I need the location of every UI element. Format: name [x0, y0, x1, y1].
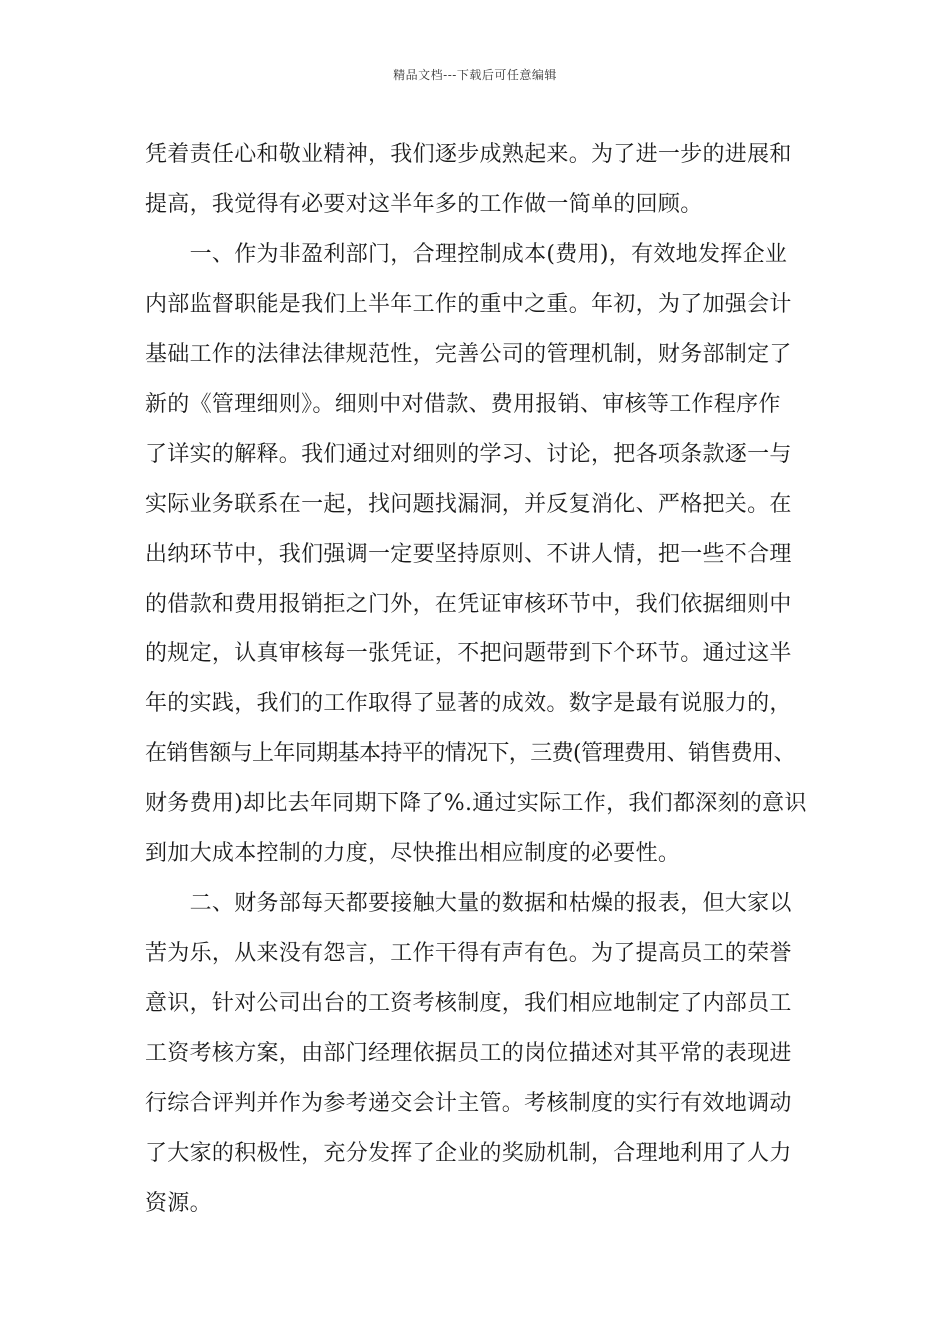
text-line: 意识，针对公司出台的工资考核制度，我们相应地制定了内部员工	[145, 991, 792, 1016]
text-line: 到加大成本控制的力度，尽快推出相应制度的必要性。	[145, 841, 681, 866]
text-line: 了大家的积极性，充分发挥了企业的奖励机制，合理地利用了人力	[145, 1141, 792, 1166]
text-line: 了详实的解释。我们通过对细则的学习、讨论，把各项条款逐一与	[145, 442, 792, 467]
text-line: 资源。	[145, 1191, 212, 1216]
text-line: 实际业务联系在一起，找问题找漏洞，并反复消化、严格把关。在	[145, 492, 792, 517]
text-line: 的规定，认真审核每一张凭证，不把问题带到下个环节。通过这半	[145, 641, 792, 666]
text-line: 一、作为非盈利部门，合理控制成本(费用)，有效地发挥企业	[145, 242, 788, 267]
text-line: 新的《管理细则》。细则中对借款、费用报销、审核等工作程序作	[145, 392, 781, 417]
text-line: 提高，我觉得有必要对这半年多的工作做一简单的回顾。	[145, 192, 703, 217]
text-line: 的借款和费用报销拒之门外，在凭证审核环节中，我们依据细则中	[145, 592, 792, 617]
text-line: 在销售额与上年同期基本持平的情况下，三费(管理费用、销售费用、	[145, 741, 795, 766]
text-line: 年的实践，我们的工作取得了显著的成效。数字是最有说服力的，	[145, 691, 792, 716]
text-line: 苦为乐，从来没有怨言，工作干得有声有色。为了提高员工的荣誉	[145, 941, 792, 966]
text-line: 财务费用)却比去年同期下降了%.通过实际工作，我们都深刻的意识	[145, 791, 807, 816]
text-line: 出纳环节中，我们强调一定要坚持原则、不讲人情，把一些不合理	[145, 542, 792, 567]
text-line: 工资考核方案，由部门经理依据员工的岗位描述对其平常的表现进	[145, 1041, 792, 1066]
text-line: 凭着责任心和敬业精神，我们逐步成熟起来。为了进一步的进展和	[145, 142, 792, 167]
text-line: 内部监督职能是我们上半年工作的重中之重。年初，为了加强会计	[145, 292, 792, 317]
text-line: 二、财务部每天都要接触大量的数据和枯燥的报表，但大家以	[145, 891, 792, 916]
page-header: 精品文档---下载后可任意编辑	[393, 68, 557, 82]
text-line: 基础工作的法律法律规范性，完善公司的管理机制，财务部制定了	[145, 342, 792, 367]
text-line: 行综合评判并作为参考递交会计主管。考核制度的实行有效地调动	[145, 1091, 792, 1116]
